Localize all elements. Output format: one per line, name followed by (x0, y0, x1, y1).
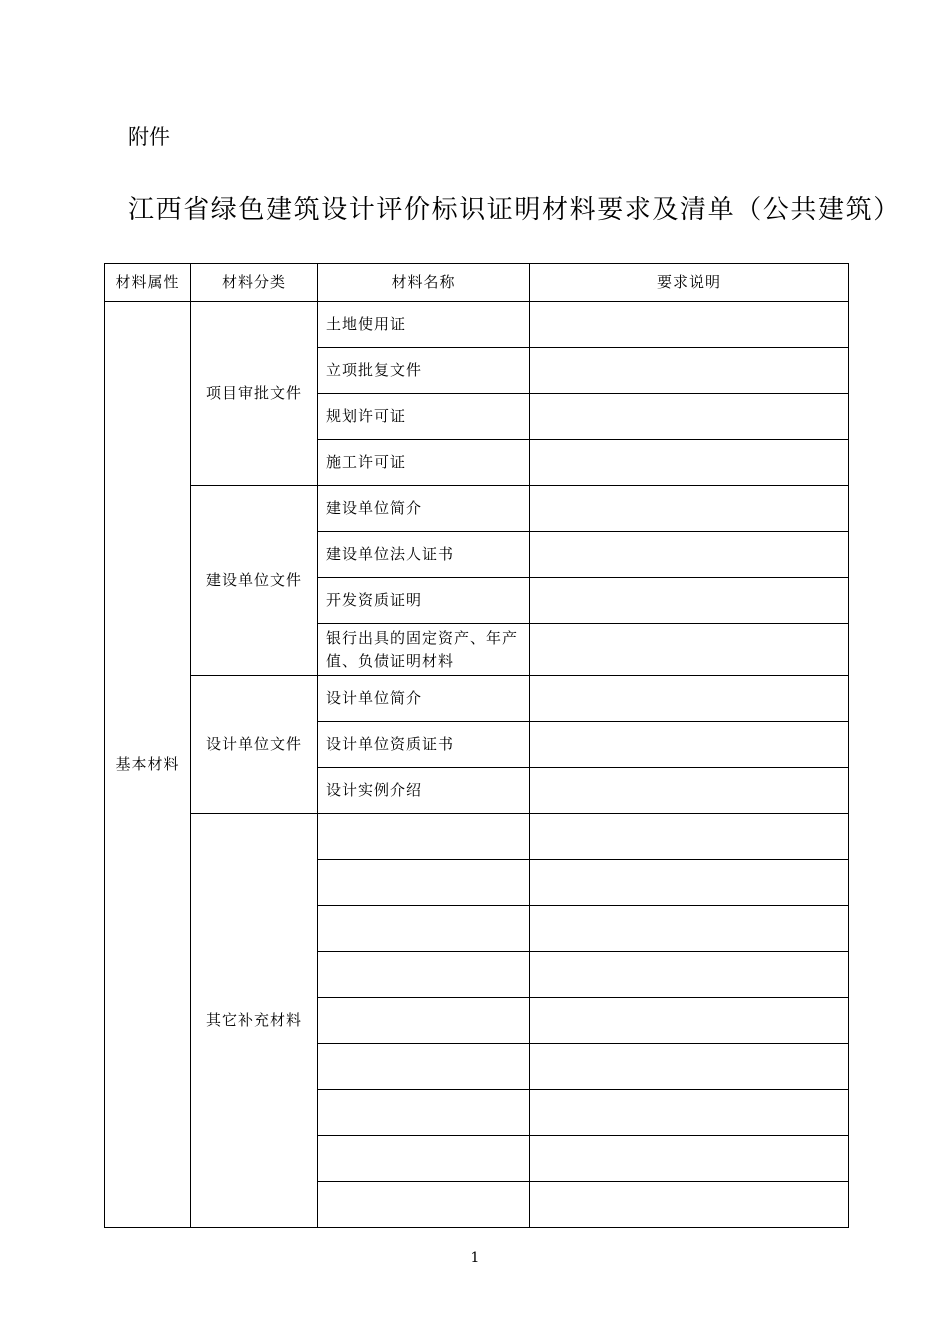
requirement-cell[interactable] (530, 814, 849, 860)
column-header-requirements: 要求说明 (530, 264, 849, 302)
requirement-cell[interactable] (530, 722, 849, 768)
requirement-cell[interactable] (530, 906, 849, 952)
requirement-cell[interactable] (530, 1182, 849, 1228)
category-cell-designer: 设计单位文件 (191, 676, 318, 814)
requirement-cell[interactable] (530, 394, 849, 440)
material-name-cell: 建设单位简介 (318, 486, 530, 532)
material-name-cell: 规划许可证 (318, 394, 530, 440)
requirement-cell[interactable] (530, 998, 849, 1044)
table-row (105, 676, 849, 722)
requirement-cell[interactable] (530, 952, 849, 998)
category-cell-supplementary: 其它补充材料 (191, 814, 318, 1228)
column-header-name: 材料名称 (318, 264, 530, 302)
requirement-cell[interactable] (530, 768, 849, 814)
requirement-cell[interactable] (530, 440, 849, 486)
material-name-cell[interactable] (318, 952, 530, 998)
attribute-cell: 基本材料 (105, 302, 191, 1228)
annex-label: 附件 (128, 125, 170, 149)
requirement-cell[interactable] (530, 860, 849, 906)
category-cell-developer: 建设单位文件 (191, 486, 318, 676)
document-title: 江西省绿色建筑设计评价标识证明材料要求及清单（公共建筑） (128, 195, 901, 225)
category-cell-approval: 项目审批文件 (191, 302, 318, 486)
table-row (105, 486, 849, 532)
material-name-cell: 立项批复文件 (318, 348, 530, 394)
material-name-cell: 银行出具的固定资产、年产值、负债证明材料 (318, 624, 530, 676)
material-name-cell: 设计单位简介 (318, 676, 530, 722)
requirement-cell[interactable] (530, 1044, 849, 1090)
material-name-cell[interactable] (318, 1090, 530, 1136)
column-header-attribute: 材料属性 (105, 264, 191, 302)
material-name-cell[interactable] (318, 1044, 530, 1090)
material-name-cell[interactable] (318, 998, 530, 1044)
material-name-cell: 建设单位法人证书 (318, 532, 530, 578)
material-name-cell[interactable] (318, 906, 530, 952)
requirement-cell[interactable] (530, 676, 849, 722)
material-name-cell[interactable] (318, 860, 530, 906)
table-row (105, 302, 849, 348)
table-header-row (105, 264, 849, 302)
page-number: 1 (470, 1250, 480, 1266)
requirement-cell[interactable] (530, 1136, 849, 1182)
materials-table (104, 263, 849, 1228)
table-row (105, 814, 849, 860)
material-name-cell[interactable] (318, 1136, 530, 1182)
requirement-cell[interactable] (530, 486, 849, 532)
requirement-cell[interactable] (530, 302, 849, 348)
requirement-cell[interactable] (530, 348, 849, 394)
material-name-cell: 开发资质证明 (318, 578, 530, 624)
material-name-cell: 施工许可证 (318, 440, 530, 486)
requirement-cell[interactable] (530, 1090, 849, 1136)
requirement-cell[interactable] (530, 532, 849, 578)
material-name-cell: 设计单位资质证书 (318, 722, 530, 768)
requirement-cell[interactable] (530, 624, 849, 676)
column-header-category: 材料分类 (191, 264, 318, 302)
material-name-cell[interactable] (318, 1182, 530, 1228)
material-name-cell: 设计实例介绍 (318, 768, 530, 814)
material-name-cell[interactable] (318, 814, 530, 860)
requirement-cell[interactable] (530, 578, 849, 624)
material-name-cell: 土地使用证 (318, 302, 530, 348)
